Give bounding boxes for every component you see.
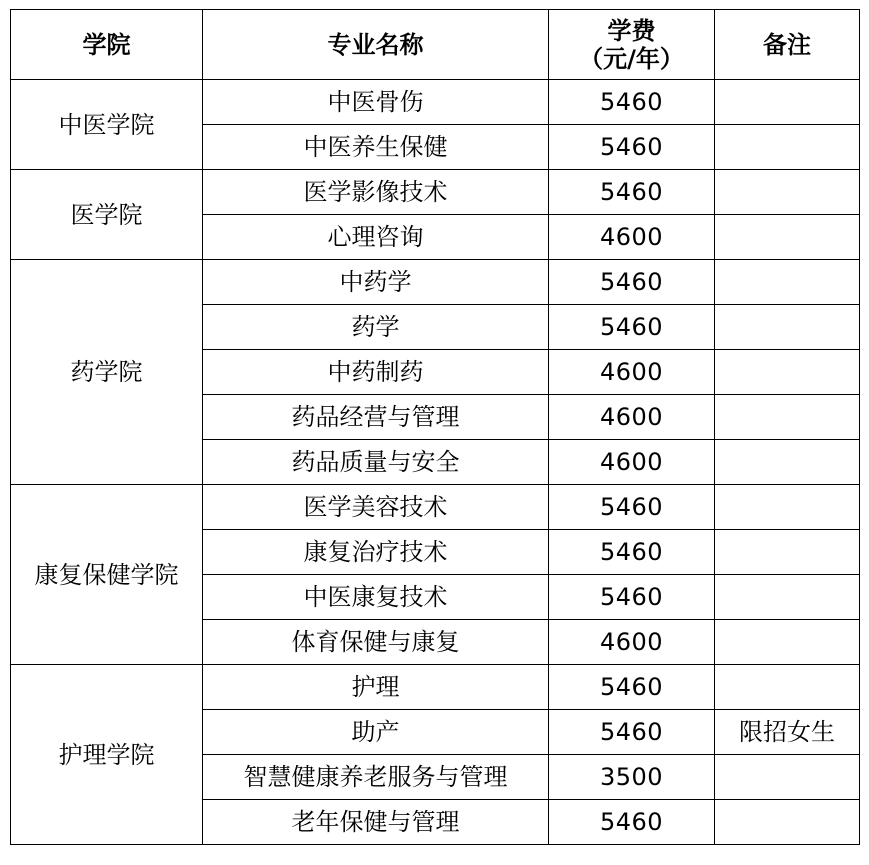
- note-cell: [715, 665, 860, 710]
- header-fee-unit: （元/年）: [579, 44, 684, 73]
- major-cell: 老年保健与管理: [203, 800, 549, 845]
- college-cell: 医学院: [11, 170, 203, 260]
- fee-cell: 4600: [549, 350, 715, 395]
- fee-cell: 4600: [549, 215, 715, 260]
- header-row: [11, 10, 860, 80]
- major-cell: 中药制药: [203, 350, 549, 395]
- fee-cell: 5460: [549, 665, 715, 710]
- college-cell: 护理学院: [11, 665, 203, 845]
- note-cell: 限招女生: [715, 710, 860, 755]
- fee-cell: 5460: [549, 530, 715, 575]
- fee-cell: 5460: [549, 800, 715, 845]
- note-cell: [715, 530, 860, 575]
- major-cell: 医学影像技术: [203, 170, 549, 215]
- major-cell: 心理咨询: [203, 215, 549, 260]
- fee-cell: 3500: [549, 755, 715, 800]
- table-row: [11, 665, 860, 710]
- major-cell: 中医骨伤: [203, 80, 549, 125]
- major-cell: 医学美容技术: [203, 485, 549, 530]
- fee-cell: 5460: [549, 710, 715, 755]
- college-cell: 康复保健学院: [11, 485, 203, 665]
- college-cell: 中医学院: [11, 80, 203, 170]
- major-cell: 药品经营与管理: [203, 395, 549, 440]
- note-cell: [715, 80, 860, 125]
- major-cell: 中医康复技术: [203, 575, 549, 620]
- table-header: [11, 10, 860, 80]
- major-cell: 智慧健康养老服务与管理: [203, 755, 549, 800]
- note-cell: [715, 350, 860, 395]
- college-cell: 药学院: [11, 260, 203, 485]
- fee-cell: 4600: [549, 620, 715, 665]
- note-cell: [715, 620, 860, 665]
- note-cell: [715, 305, 860, 350]
- major-cell: 药品质量与安全: [203, 440, 549, 485]
- fee-cell: 5460: [549, 485, 715, 530]
- note-cell: [715, 170, 860, 215]
- table-row: [11, 485, 860, 530]
- header-fee-label: 学费: [607, 16, 656, 45]
- note-cell: [715, 215, 860, 260]
- major-cell: 中医养生保健: [203, 125, 549, 170]
- fee-cell: 5460: [549, 260, 715, 305]
- table-row: [11, 170, 860, 215]
- major-cell: 护理: [203, 665, 549, 710]
- major-cell: 中药学: [203, 260, 549, 305]
- note-cell: [715, 575, 860, 620]
- note-cell: [715, 485, 860, 530]
- major-cell: 助产: [203, 710, 549, 755]
- major-cell: 药学: [203, 305, 549, 350]
- note-cell: [715, 125, 860, 170]
- table-row: [11, 80, 860, 125]
- fee-cell: 5460: [549, 170, 715, 215]
- fee-cell: 4600: [549, 440, 715, 485]
- fee-cell: 5460: [549, 125, 715, 170]
- fee-cell: 4600: [549, 395, 715, 440]
- header-note: 备注: [715, 10, 860, 80]
- note-cell: [715, 800, 860, 845]
- note-cell: [715, 260, 860, 305]
- fee-cell: 5460: [549, 575, 715, 620]
- major-cell: 体育保健与康复: [203, 620, 549, 665]
- fee-cell: 5460: [549, 305, 715, 350]
- header-fee: [549, 10, 715, 80]
- note-cell: [715, 755, 860, 800]
- fee-cell: 5460: [549, 80, 715, 125]
- table-body: [11, 80, 860, 845]
- note-cell: [715, 395, 860, 440]
- header-college: 学院: [11, 10, 203, 80]
- tuition-table: [10, 9, 860, 845]
- major-cell: 康复治疗技术: [203, 530, 549, 575]
- note-cell: [715, 440, 860, 485]
- header-major: 专业名称: [203, 10, 549, 80]
- table-row: [11, 260, 860, 305]
